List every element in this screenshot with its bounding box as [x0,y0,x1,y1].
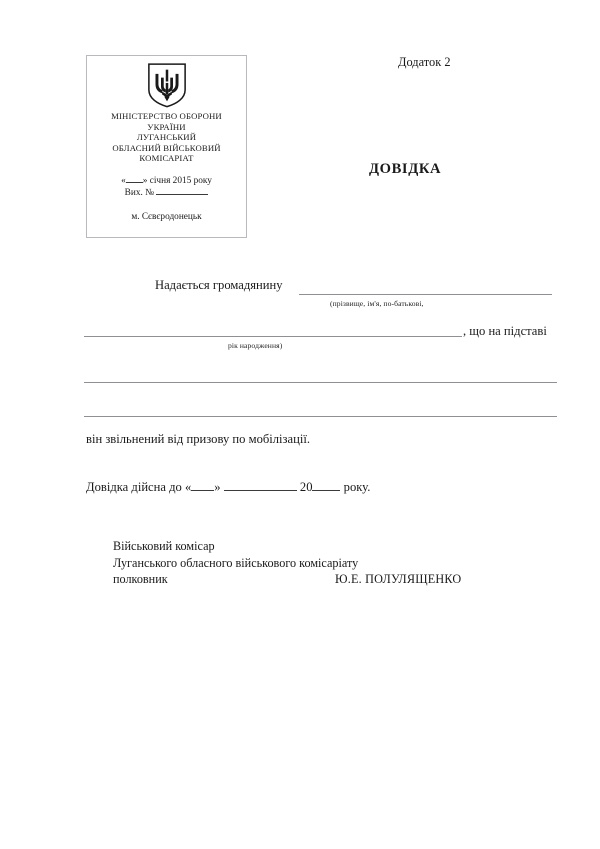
full-name-caption: (прізвище, ім'я, по-батькові, [330,299,424,308]
signer-rank: полковник [113,572,168,587]
document-title: ДОВІДКА [369,161,442,177]
outgoing-number-line [87,187,246,199]
organization-line-3: ЛУГАНСЬКИЙ [136,132,197,143]
signer-position-line-1: Військовий комісар [113,539,215,553]
on-basis-label: , що на підставі [463,324,547,338]
letterhead-box [86,55,247,238]
outgoing-number-blank-field[interactable] [156,194,208,195]
signature-block [113,538,462,588]
ukraine-trident-emblem-icon [146,62,188,108]
organization-line-2: УКРАЇНИ [147,121,186,132]
granted-to-label: Надається громадянину [155,278,283,292]
validity-day-blank-field[interactable] [191,490,214,491]
annex-label: Додаток 2 [398,55,451,69]
day-blank-field[interactable] [126,182,143,183]
organization-name [87,111,246,164]
issue-date-line [87,175,246,187]
validity-century-label: 20 [299,480,313,494]
signer-position-line-2: Луганського обласного військового комісаріату [113,555,359,570]
organization-line-1: МІНІСТЕРСТВО ОБОРОНИ [111,111,222,121]
date-suffix-text: » січня 2015 року [142,175,212,186]
validity-suffix-label: року. [343,480,371,494]
signer-name: Ю.Е. ПОЛУЛЯЩЕНКО [335,572,462,587]
basis-blank-line-2[interactable] [84,416,557,417]
date-quote-open: « [121,175,126,186]
signer-rank-row [113,571,462,588]
validity-quote-close: » [214,480,221,494]
exemption-statement: він звільнений від призову по мобілізації. [86,432,311,446]
organization-line-4: ОБЛАСНИЙ ВІЙСЬКОВИЙ [112,142,221,153]
birth-year-caption: рік народження) [228,341,283,350]
validity-prefix-label: Довідка дійсна до « [86,480,192,494]
city-label: м. Сєвєродонецьк [131,211,202,222]
validity-line [86,480,370,495]
letterhead-date-block [87,175,246,199]
birth-year-blank-field[interactable] [84,336,462,337]
organization-line-5: КОМІСАРІАТ [139,153,194,164]
validity-year-blank-field[interactable] [312,490,340,491]
outgoing-number-label: Вих. № [124,187,154,198]
basis-blank-line-1[interactable] [84,382,557,383]
full-name-blank-field[interactable] [299,294,552,295]
validity-month-blank-field[interactable] [224,490,297,491]
